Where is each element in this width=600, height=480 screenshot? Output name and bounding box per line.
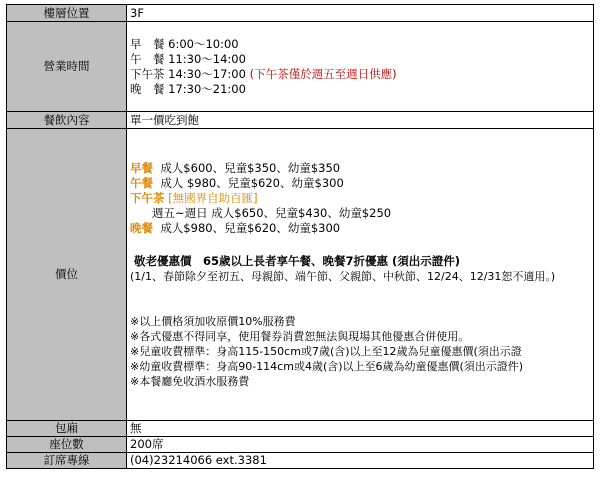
price-tea: 下午茶 [無國界自助百匯] [130,190,258,205]
price-tea-line: 週五~週日 成人$650、兒童$430、幼童$250 [152,205,392,220]
row-price [7,129,594,421]
dining-label: 餐飲內容 [7,112,127,129]
floor-value: 3F [127,5,594,22]
senior-discount: 敬老優惠價 65歲以上長者享午餐、晚餐7折優惠 (須出示證件) [134,253,461,268]
private-room-value: 無 [127,421,594,437]
floor-label: 樓層位置 [7,5,127,22]
row-hours [7,22,594,112]
row-seats [7,437,594,453]
restaurant-info-table [6,4,594,469]
row-floor [7,5,594,22]
seats-value: 200席 [127,437,594,453]
note-corkage: ※本餐廳免收酒水服務費 [130,374,250,388]
hours-line-dinner: 晚 餐 17:30～21:00 [130,81,246,96]
price-label: 價位 [7,129,127,421]
seats-label: 座位數 [7,437,127,453]
row-reservation [7,453,594,469]
note-no-combine: ※各式優惠不得同享，使用餐券消費恕無法與現場其他優惠合併使用。 [130,329,470,343]
tea-availability-note: (下午茶僅於週五至週日供應) [249,66,397,81]
price-lunch: 午餐 成人 $980、兒童$620、幼童$300 [130,175,344,190]
row-private-room [7,421,594,437]
hours-line-tea: 下午茶 14:30～17:00 (下午茶僅於週五至週日供應) [130,66,397,81]
note-toddler-rate: ※幼童收費標準：身高90-114cm或4歲(含)以上至6歲為幼童優惠價(須出示證件) [130,359,524,373]
note-child-rate: ※兒童收費標準：身高115-150cm或7歲(含)以上至12歲為兒童優惠價(須出示證 [130,344,522,358]
reservation-label: 訂席專線 [7,453,127,469]
price-dinner: 晚餐 成人$980、兒童$620、幼童$300 [130,220,341,235]
hours-label: 營業時間 [7,22,127,112]
exclusion-dates: (1/1、春節除夕至初五、母親節、端午節、父親節、中秋節、12/24、12/31恕不適用。) [130,269,556,283]
price-breakfast: 早餐 成人$600、兒童$350、幼童$350 [130,160,341,175]
private-room-label: 包廂 [7,421,127,437]
hours-line-breakfast: 早 餐 6:00～10:00 [130,36,239,51]
note-service-fee: ※以上價格須加收原價10%服務費 [130,314,296,328]
hours-line-lunch: 午 餐 11:30～14:00 [130,51,246,66]
price-value [127,129,594,421]
dining-value: 單一價吃到飽 [127,112,594,129]
hours-value [127,22,594,112]
reservation-phone: (04)23214066 ext.3381 [127,453,594,469]
row-dining [7,112,594,129]
